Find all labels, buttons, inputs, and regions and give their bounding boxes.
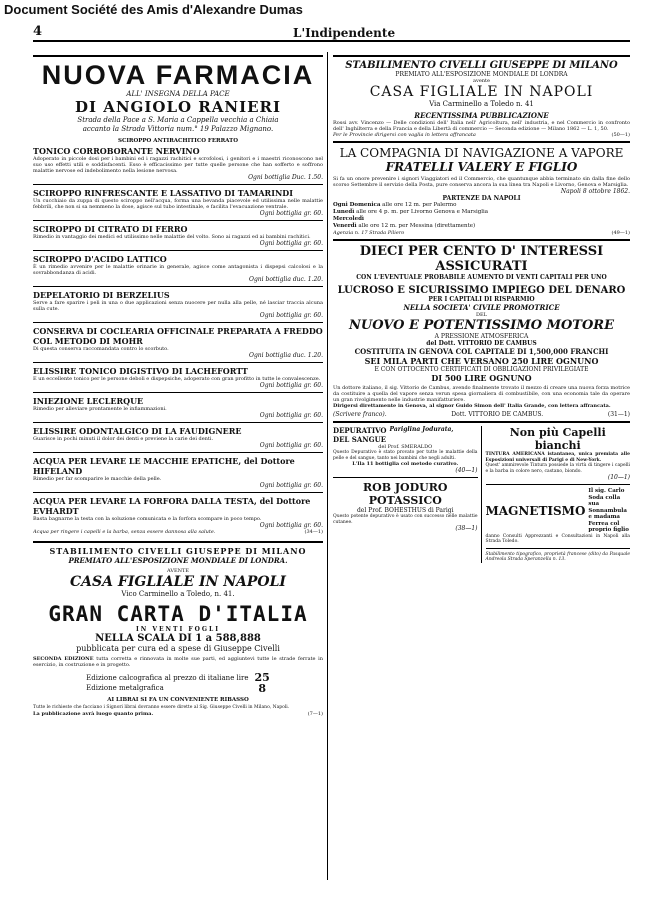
depurativo-ad	[333, 426, 478, 474]
product-name: SCIROPPO D'ACIDO LATTICO	[33, 254, 167, 264]
dieci-line1: LUCROSO E SICURISSIMO IMPIEGO DEL DENARO	[337, 285, 626, 296]
price-label-2: Edizione metalgrafica	[86, 684, 164, 692]
product-price: Ogni bottiglia Duc. 1.50.	[248, 174, 323, 181]
product-name: SCIROPPO DI CITRATO DI FERRO	[33, 224, 188, 234]
dieci-parts: SEI MILA PARTI CHE VERSANO 250 LIRE OGNUNO	[364, 356, 599, 366]
product-text: È un rimedio avvenire per le malattie orinarie in generale, agisce come antagonista i dispepsi calcolosi e la sovrabbondanza di acidi.	[33, 264, 323, 276]
civelli-left-notice: La pubblicazione avrà luogo quanto prima.	[33, 710, 154, 717]
product-item	[33, 224, 323, 247]
civelli-left-publisher: pubblicata per cura ed a spese di Giuseppe Civelli	[76, 644, 280, 653]
civelli-left-address: Vico Carminello a Toledo, n. 41.	[121, 590, 235, 598]
dieci-line4: DEL	[476, 312, 487, 318]
product-price: Ogni bottiglia gr. 60.	[259, 522, 323, 529]
rob-title: ROB JODURO POTASSICO	[363, 481, 448, 507]
product-name: TONICO CORROBORANTE NERVINO	[33, 146, 200, 156]
product-list	[33, 146, 323, 535]
departure-row: Ogni Domenica alle ore 12 m. per Palermo	[333, 202, 457, 208]
product-price: Ogni bottiglia gr. 60.	[259, 210, 323, 217]
magnetismo-title: MAGNETISMO	[485, 503, 586, 518]
civelli-left-branch: CASA FIGLIALE IN NAPOLI	[70, 574, 286, 590]
product-price: Ogni bottiglia gr. 60.	[259, 240, 323, 247]
civelli-left-orders: Tutte le richieste che facciano i Signori librai dovranno essere dirette al Sig. Giuseppe Civelli in Milano, Napoli.	[33, 705, 290, 710]
newspaper-title: L'Indipendente	[293, 26, 396, 40]
product-item	[33, 366, 323, 389]
product-text: Rimedio in vantaggio dei medici ed utilissimo nelle malattie del volto. Sono ai ragazzi ed ai bambini rachitici.	[33, 234, 311, 240]
product-name: INIEZIONE LECLERQUE	[33, 396, 144, 406]
civelli-left-line1: STABILIMENTO CIVELLI GIUSEPPE DI MILANO	[49, 546, 307, 556]
civelli-left-avente: AVENTE	[167, 568, 189, 574]
product-text: Un cucchiaio da zuppa di questo sciroppo nell'acqua, forma una bevanda piacevole ed utilissima nelle malattie febbrili, che non si sa nemmeno la dose, agisce sul tubo intestinale, e facilita l'evacuazione ventrale.	[33, 198, 323, 210]
product-price: Ogni bottiglia gr. 60.	[259, 482, 323, 489]
product-item	[33, 290, 323, 319]
dieci-line2: PER I CAPITALI DI RISPARMIO	[428, 296, 535, 303]
product-name: DEPELATORIO DI BERZELIUS	[33, 290, 170, 300]
product-text: Rimedio per far scomparire le macchie della pelle.	[33, 476, 162, 482]
capelli-ref: (10—1)	[607, 474, 630, 481]
farmacia-footnote: Acqua per ringere i capelli e la barba, senza essere dannosa alla salute.	[33, 529, 216, 535]
civelli-left-line2: PREMIATO ALL'ESPOSIZIONE MONDIALE DI LONDRA.	[68, 556, 288, 565]
civelli-left-discount: AI LIBRAI SI FA UN CONVENIENTE RIBASSO	[107, 697, 249, 703]
capelli-sub: TINTURA AMERICANA istantanea, unica premiata alle Esposizioni universali di Parigi e di New-York.	[485, 452, 630, 463]
departure-row: Lunedì alle ore 4 p. m. per Livorno Genova e Marsiglia	[333, 209, 489, 215]
product-name: ELISSIRE TONICO DIGISTIVO DI LACHEFORTT	[33, 366, 248, 376]
product-text: Serve a fare sparire i peli in una o due applicazioni senza nuocere per nulla alla pelle, né lasciar traccia alcuna sulla cute.	[33, 300, 323, 312]
farmacia-address1: Strada della Pace a S. Maria a Cappella vecchia a Chiaia	[77, 116, 279, 124]
product-price: Ogni bottiglia gr. 60.	[259, 442, 323, 449]
watermark: Document Société des Amis d'Alexandre Dumas	[4, 2, 303, 17]
departures-list	[333, 202, 630, 230]
civelli-left-sheets: IN VENTI FOGLI	[135, 626, 221, 633]
magnetismo-footer: Stabilimento tipografico, proprietà francese (dito) da Pasquale Andreola Strada Speranzella n. 13.	[485, 551, 630, 562]
farmacia-subtitle: SCIROPPO ANTIRACHITICO FERRATO	[117, 138, 239, 144]
civelli-left-product: GRAN CARTA D'ITALIA	[48, 602, 308, 626]
civelli-right-ad	[333, 60, 630, 138]
depurativo-title2: DEL SANGUE	[333, 435, 387, 444]
product-price: Ogni bottiglia gr. 60.	[259, 312, 323, 319]
product-item	[33, 146, 323, 181]
civelli-right-avente: avente	[473, 78, 490, 84]
rob-text: Questo potente depurativo è usato con successo nelle malattie cutanee.	[333, 514, 478, 525]
capelli-title: Non più Capelli bianchi	[509, 426, 606, 452]
departure-row: Mercoledì	[333, 216, 365, 222]
product-item	[33, 188, 323, 217]
product-text: Guarisce in pochi minuti il dolor dei denti e previene la carie dei denti.	[33, 436, 214, 442]
navigazione-ref: (49—1)	[611, 230, 630, 236]
navigazione-date: Napoli 8 ottobre 1862.	[560, 188, 630, 195]
product-price: Ogni bottiglia duc. 1.20.	[249, 276, 323, 283]
depurativo-text: Questo Depurativo è stato provato per tutte le malattie della pelle e del sangue, tanto nei bambini che negli adulti.	[333, 450, 478, 461]
dieci-line3: NELLA SOCIETA' CIVILE PROMOTRICE	[403, 303, 560, 312]
dieci-inventor: del Dott. VITTORIO DE CAMBUS	[426, 340, 537, 347]
farmacia-owner: DI ANGIOLO RANIERI	[74, 98, 282, 116]
product-item	[33, 426, 323, 449]
farmacia-ref: (34—1)	[304, 529, 323, 535]
capelli-ad	[486, 426, 631, 481]
product-name: ACQUA PER LEVARE LA FORFORA DALLA TESTA, del Dottore EVHARDT	[33, 496, 311, 516]
navigazione-company: FRATELLI VALERY E FIGLIO	[385, 160, 578, 174]
civelli-left-ad	[33, 546, 323, 717]
dieci-certs: E CON OTTOCENTO CERTIFICATI DI OBBLIGAZIONI PRIVILEGIATE	[374, 366, 589, 373]
civelli-right-line2: PREMIATO ALL'ESPOSIZIONE MONDIALE DI LONDRA	[395, 71, 568, 78]
civelli-right-recent: RECENTISSIMA PUBBLICAZIONE	[414, 111, 549, 120]
civelli-right-address: Via Carminello a Toledo n. 41	[429, 100, 534, 108]
depurativo-author: del Prof. SMERALDO	[378, 444, 433, 450]
page-number: 4	[33, 24, 43, 39]
dieci-certs2: DI 500 LIRE OGNUNO	[431, 373, 532, 383]
dieci-sub: CON L'EVENTUALE PROBABILE AUMENTO DI VENTI CAPITALI PER UNO	[356, 274, 607, 281]
product-price: Ogni bottiglia gr. 60.	[259, 382, 323, 389]
civelli-right-line1: STABILIMENTO CIVELLI GIUSEPPE DI MILANO	[345, 60, 618, 71]
civelli-right-ref: (50—1)	[611, 132, 630, 138]
page-header	[33, 26, 630, 42]
left-column	[33, 52, 323, 880]
navigazione-departures-title: PARTENZE DA NAPOLI	[442, 195, 521, 202]
product-text: Di questa conserva raccomandata contro lo scorbuto.	[33, 346, 169, 352]
depurativo-pariglia: Pariglina Jodurata,	[389, 426, 454, 433]
civelli-left-edition: SECONDA EDIZIONE	[33, 656, 94, 662]
magnetismo-ad	[486, 488, 631, 563]
dieci-direct: Dirigersi direttamente in Genova, al signor Guido Simon dell' Italia Grande, con lettera affrancata.	[333, 403, 611, 409]
product-item	[33, 496, 323, 529]
rob-ad	[333, 481, 478, 532]
column-divider	[327, 52, 328, 880]
capelli-text: Quest' ammirevole Tintura possiede la virtù di tingere i capelli e la barba in colore nero, castano, biondo.	[485, 463, 630, 474]
product-item	[33, 254, 323, 283]
product-item	[33, 326, 323, 359]
civelli-left-scale: NELLA SCALA DI 1 a 588,888	[95, 633, 261, 644]
depurativo-title: DEPURATIVO	[333, 426, 387, 435]
product-text: E un eccellente tonico per le persone deboli e dispepsiche, adoperato con gran profitto in tutte le convalescenze.	[33, 376, 321, 382]
dieci-motor-sub: A PRESSIONE ATMOSFERICA	[434, 333, 529, 340]
dieci-motor: NUOVO E POTENTISSIMO MOTORE	[348, 318, 614, 333]
civelli-right-orders: Per le Provincie dirigersi con vaglia in lettera affrancata	[333, 132, 476, 138]
product-price: Ogni bottiglia duc. 1.20.	[249, 352, 323, 359]
product-text: Adoperato in piccole dosi per i bambini ed i ragazzi rachitici e scrofolosi, i genitori e i maestri riconoscono nel suo uso effetti utili e soddisfacenti. Esso è efficacissimo per tutte quelle persone che han sofferto e soffrono malattie nervose ed indebolimento nella lesione nervosa.	[33, 156, 323, 174]
bottom-ads	[333, 426, 630, 563]
dieci-text: Un dottore italiano, il sig. Vittorio de Cambus, avendo finalmente trovato il mezzo di creare una nuova forza motrice da costituire a quella del vapore senza verun spesa giornaliera di combustibile, con una economia tale da operare un gran rivolgimento nelle industrie manifatturiere.	[333, 385, 630, 403]
rob-author: del Prof. BOHESTHUS di Parigi	[356, 507, 454, 514]
price-label-1: Edizione calcografica al prezzo di italiane lire	[86, 674, 249, 682]
civelli-left-prices	[33, 672, 323, 694]
product-item	[33, 456, 323, 489]
right-column	[333, 52, 630, 880]
rob-ref: (38—1)	[455, 525, 478, 532]
navigazione-title: LA COMPAGNIA DI NAVIGAZIONE A VAPORE	[339, 146, 624, 160]
dieci-sign-right: Dott. VITTORIO DE CAMBUS.	[451, 411, 544, 418]
farmacia-title: NUOVA FARMACIA	[41, 60, 315, 90]
price-value-2: 8	[258, 682, 267, 695]
product-text: Basta bagnarne la testa con la soluzione comunicata e la forfora scompare in poco tempo.	[33, 516, 262, 522]
price-value-1: 25	[254, 671, 270, 684]
dieci-title: DIECI PER CENTO D' INTERESSI ASSICURATI	[359, 244, 604, 274]
product-text: Rimedio per alleviare prontamente le infiammazioni.	[33, 406, 167, 412]
civelli-left-ref: (7—1)	[307, 710, 323, 717]
civelli-right-pub: Rossi avv. Vincenzo — Delle condizioni dell' Italia nell' Agricoltura, nell' industria, e nel Commercio in confronto dell' Inghilterra e della Francia e della Libertà di commercio — Seconda edizione — Milano 1862 — L. 1, 50.	[333, 120, 630, 132]
navigazione-text: Si fa un onore prevenire i signori Viaggiatori ed il Commercio, che quantunque abbia terminato sin dalla fine dello scorso Settembre il servizio della Posta, pure conserva ancora la sua linea tra Napoli e Livorno, Genova e Marsiglia.	[333, 176, 630, 188]
product-name: ELISSIRE ODONTALGICO DI LA FAUDIGNERE	[33, 426, 242, 436]
product-name: SCIROPPO RINFRESCANTE E LASSATIVO DI TAMARINDI	[33, 188, 293, 198]
product-name: CONSERVA DI COCLEARIA OFFICINALE PREPARATA A FREDDO COL METODO DI MOHR	[33, 326, 323, 346]
magnetismo-text: danno Consulti Apprezzanti e Consultazioni in Napoli alla Strada Toledo.	[485, 533, 630, 544]
product-price: Ogni bottiglia gr. 60.	[259, 412, 323, 419]
dieci-ref: (31—1)	[607, 411, 630, 418]
product-name: ACQUA PER LEVARE LE MACCHIE EPATICHE, del Dottore HIFELAND	[33, 456, 295, 476]
dieci-capital: COSTITUITA IN GENOVA COL CAPITALE DI 1,500,000 FRANCHI	[354, 347, 609, 356]
farmacia-sign: ALL' INSEGNA DELLA PACE	[126, 90, 230, 98]
dieci-ad	[333, 244, 630, 418]
depurativo-price: L'Ila 11 bottiglia col metodo curativo.	[352, 461, 459, 467]
farmacia-address2: accanto la Strada Vittoria num.° 19 Palazzo Mignano.	[82, 125, 274, 133]
product-item	[33, 396, 323, 419]
dieci-sign-left: (Scrivere franco).	[333, 411, 387, 418]
magnetismo-author: Il sig. Carlo Soda colla sua Sonnambula e madama Ferrea col proprio figlio	[588, 488, 629, 533]
civelli-right-branch: CASA FIGLIALE IN NAPOLI	[369, 84, 594, 100]
departure-row: Venerdì alle ore 12 m. per Messina (direttamente)	[333, 223, 476, 229]
navigazione-agency: Agenzia n. 17 Strada Piliero	[333, 230, 405, 236]
civelli-left-edition-text: tutta corretta e rinnovata in molte sue parti, ed aggiuntevi tutte le strade ferrate in esercizio, in costruzione e in progetto.	[33, 656, 323, 668]
depurativo-ref: (40—1)	[455, 467, 478, 474]
navigazione-ad	[333, 146, 630, 236]
